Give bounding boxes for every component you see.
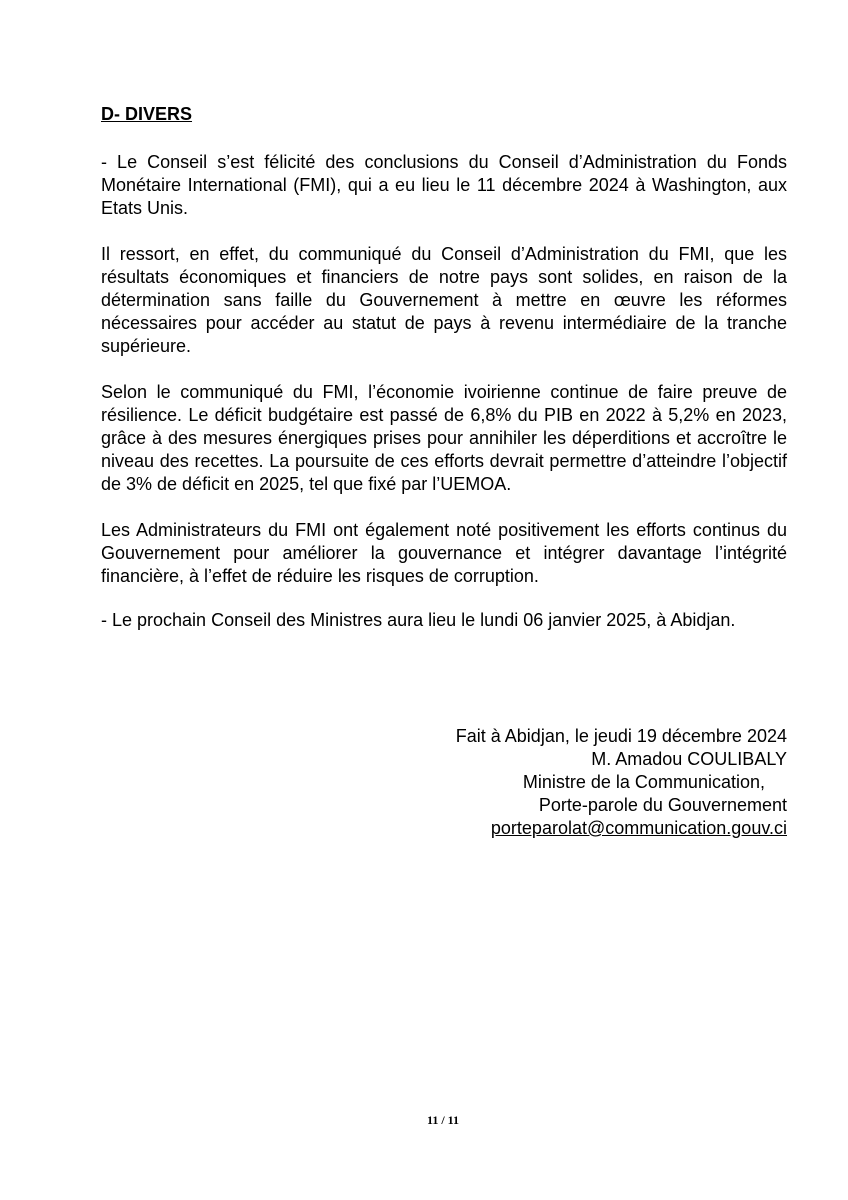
paragraph-governance-efforts: Les Administrateurs du FMI ont également noté positivement les efforts continus du Gouvernement pour améliorer la gouvernance et intégrer davantage l’intégrité financière, à l’effet de réduire les risques de corruption.: [101, 520, 787, 586]
paragraph-economic-resilience: Selon le communiqué du FMI, l’économie ivoirienne continue de faire preuve de résilience. Le déficit budgétaire est passé de 6,8% du PIB en 2022 à 5,2% en 2023, grâce à des mesures énergiques prises pour annihiler les déperditions et accroître le niveau des recettes. La poursuite de ces efforts devrait permettre d’atteindre l’objectif de 3% de déficit en 2025, tel que fixé par l’UEMOA.: [101, 382, 787, 494]
signature-place-date: Fait à Abidjan, le jeudi 19 décembre 2024: [455, 726, 787, 746]
signature-name: M. Amadou COULIBALY: [591, 749, 787, 769]
signature-title: Ministre de la Communication,: [522, 772, 765, 792]
signature-role: Porte-parole du Gouvernement: [538, 795, 787, 815]
paragraph-fmi-conclusions: - Le Conseil s’est félicité des conclusions du Conseil d’Administration du Fonds Monétaire International (FMI), qui a eu lieu le 11 décembre 2024 à Washington, aux Etats Unis.: [101, 152, 787, 218]
page-number: 11 / 11: [426, 1113, 459, 1127]
section-heading: D- DIVERS: [101, 104, 193, 124]
paragraph-fmi-communique: Il ressort, en effet, du communiqué du Conseil d’Administration du FMI, que les résultats économiques et financiers de notre pays sont solides, en raison de la détermination sans faille du Gouvernement à mettre en œuvre les réformes nécessaires pour accéder au statut de pays à revenu intermédiaire de la tranche supérieure.: [101, 244, 787, 356]
email-link[interactable]: porteparolat@communication.gouv.ci: [490, 818, 787, 838]
paragraph-next-council: - Le prochain Conseil des Ministres aura lieu le lundi 06 janvier 2025, à Abidjan.: [101, 610, 736, 630]
signature-block: [367, 725, 787, 840]
